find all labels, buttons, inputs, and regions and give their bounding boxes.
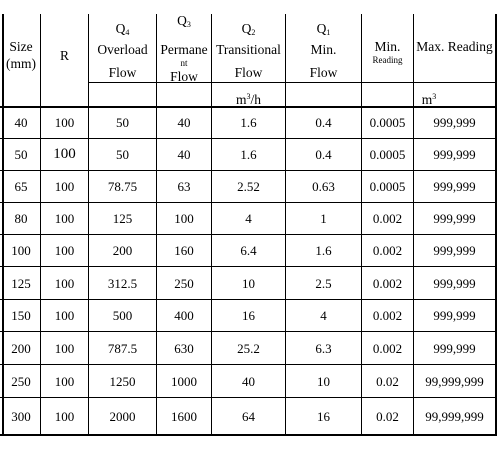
header-q1: $Q_1$ Min. Flow: [309, 21, 338, 80]
header-q3: $Q_3$ Permane nt Flow: [160, 13, 208, 84]
table-cell: 78.75: [107, 179, 138, 194]
header-size: Size (mm): [6, 39, 36, 71]
table-cell: 312.5: [107, 275, 138, 291]
table-cell: 100: [54, 340, 75, 356]
table-cell: 100: [54, 243, 75, 258]
table-cell: 0.4: [315, 115, 332, 130]
table-cell: 999,999: [433, 147, 476, 162]
border-right: [495, 14, 497, 436]
table-cell: 65: [14, 179, 28, 194]
table-cell: 99,999,999: [425, 373, 484, 389]
table-cell: 0.4: [315, 147, 332, 162]
table-cell: 999,999: [433, 115, 476, 130]
table-cell: 300: [11, 408, 31, 424]
table-cell: 80: [14, 211, 28, 226]
table-cell: 100: [54, 308, 75, 323]
table-cell: 100: [54, 179, 75, 194]
table-cell: 630: [174, 340, 194, 356]
table-cell: 200: [11, 340, 31, 356]
header-q2: $Q_2$ Transitional Flow: [216, 21, 281, 80]
table-cell: 100: [54, 408, 75, 424]
header-q4: $Q_4$ Overload Flow: [97, 21, 148, 80]
table-cell: 0.002: [372, 275, 403, 291]
table-cell: 125: [112, 211, 133, 226]
row-line: [0, 364, 497, 365]
row-line: [0, 299, 497, 300]
table-cell: 150: [11, 308, 31, 323]
table-cell: 0.63: [312, 179, 335, 194]
table-cell: 1.6: [315, 243, 332, 258]
table-cell: 100: [54, 115, 75, 130]
table-cell: 6.3: [315, 340, 332, 356]
table-cell: 50: [14, 147, 28, 162]
table-cell: 50: [116, 115, 129, 130]
table-cell: 1: [320, 211, 327, 226]
table-cell: 787.5: [107, 340, 138, 356]
table-cell: 64: [242, 408, 255, 424]
table-cell: 0.002: [372, 340, 403, 356]
table-cell: 1.6: [240, 115, 257, 130]
table-cell: 0.002: [372, 308, 403, 323]
table-cell: 0.0005: [369, 147, 406, 162]
table-cell: 200: [112, 243, 133, 258]
table-cell: 4: [320, 308, 327, 323]
table-cell: 100: [174, 211, 194, 226]
table-cell: 250: [11, 373, 31, 389]
table-cell: 160: [174, 243, 194, 258]
table-cell: 100: [54, 373, 75, 389]
row-line: [0, 397, 497, 398]
table-cell: 2.5: [315, 275, 332, 291]
table-cell: 0.0005: [369, 115, 406, 130]
table-cell: 99,999,999: [425, 408, 484, 424]
row-line: [0, 170, 497, 171]
table-cell: 0.02: [376, 373, 399, 389]
unit-flow: $m^3/h$: [235, 92, 262, 107]
table-cell: 400: [174, 308, 194, 323]
table-cell: 1000: [171, 373, 197, 389]
table-cell: 50: [116, 147, 129, 162]
row-line: [0, 234, 497, 235]
table-cell: 40: [177, 115, 191, 130]
row-line: [0, 138, 497, 139]
table-cell: 6.4: [240, 243, 257, 258]
table-cell: 0.0005: [369, 179, 406, 194]
table-cell: 0.02: [376, 408, 399, 424]
row-line: [0, 331, 497, 332]
table-cell: 63: [177, 179, 191, 194]
table-cell: 0.002: [372, 243, 403, 258]
table-cell: 100: [11, 243, 31, 258]
table-cell: 40: [242, 373, 255, 389]
unit-volume: $m^3$: [421, 92, 437, 107]
header-r: R: [59, 48, 69, 63]
table-cell: 0.002: [372, 211, 403, 226]
table-cell: 999,999: [433, 308, 476, 323]
table-bottom-line: [0, 434, 497, 436]
table-cell: 16: [317, 408, 330, 424]
header-min-reading: Min. Reading: [372, 39, 403, 65]
table-cell: 1.6: [240, 147, 257, 162]
table-cell: 250: [174, 275, 194, 291]
table-cell: 40: [14, 115, 28, 130]
table-cell: 999,999: [433, 211, 476, 226]
table-cell: 999,999: [433, 179, 476, 194]
table-cell: 100: [54, 211, 75, 226]
table-cell: 4: [245, 211, 252, 226]
table-cell: 10: [242, 275, 255, 291]
row-line: [0, 202, 497, 203]
header-max-reading: Max. Reading: [416, 39, 493, 54]
table-cell: 25.2: [237, 340, 260, 356]
table-cell: 999,999: [433, 243, 476, 258]
unit-row-line: [88, 82, 497, 83]
table-cell: 40: [177, 147, 191, 162]
table-cell: 2.52: [237, 179, 260, 194]
table-cell: 1600: [171, 408, 197, 424]
table-cell: 16: [242, 308, 255, 323]
table-cell: 125: [11, 275, 31, 291]
table-cell: 999,999: [433, 275, 476, 291]
table-cell: 100: [54, 275, 75, 291]
table-cell: 2000: [109, 408, 136, 424]
row-line: [0, 266, 497, 267]
table-cell: 100: [53, 146, 76, 162]
table-cell: 500: [112, 308, 133, 323]
table-cell: 1250: [109, 373, 136, 389]
table-cell: 999,999: [433, 340, 476, 356]
table-cell: 10: [317, 373, 330, 389]
